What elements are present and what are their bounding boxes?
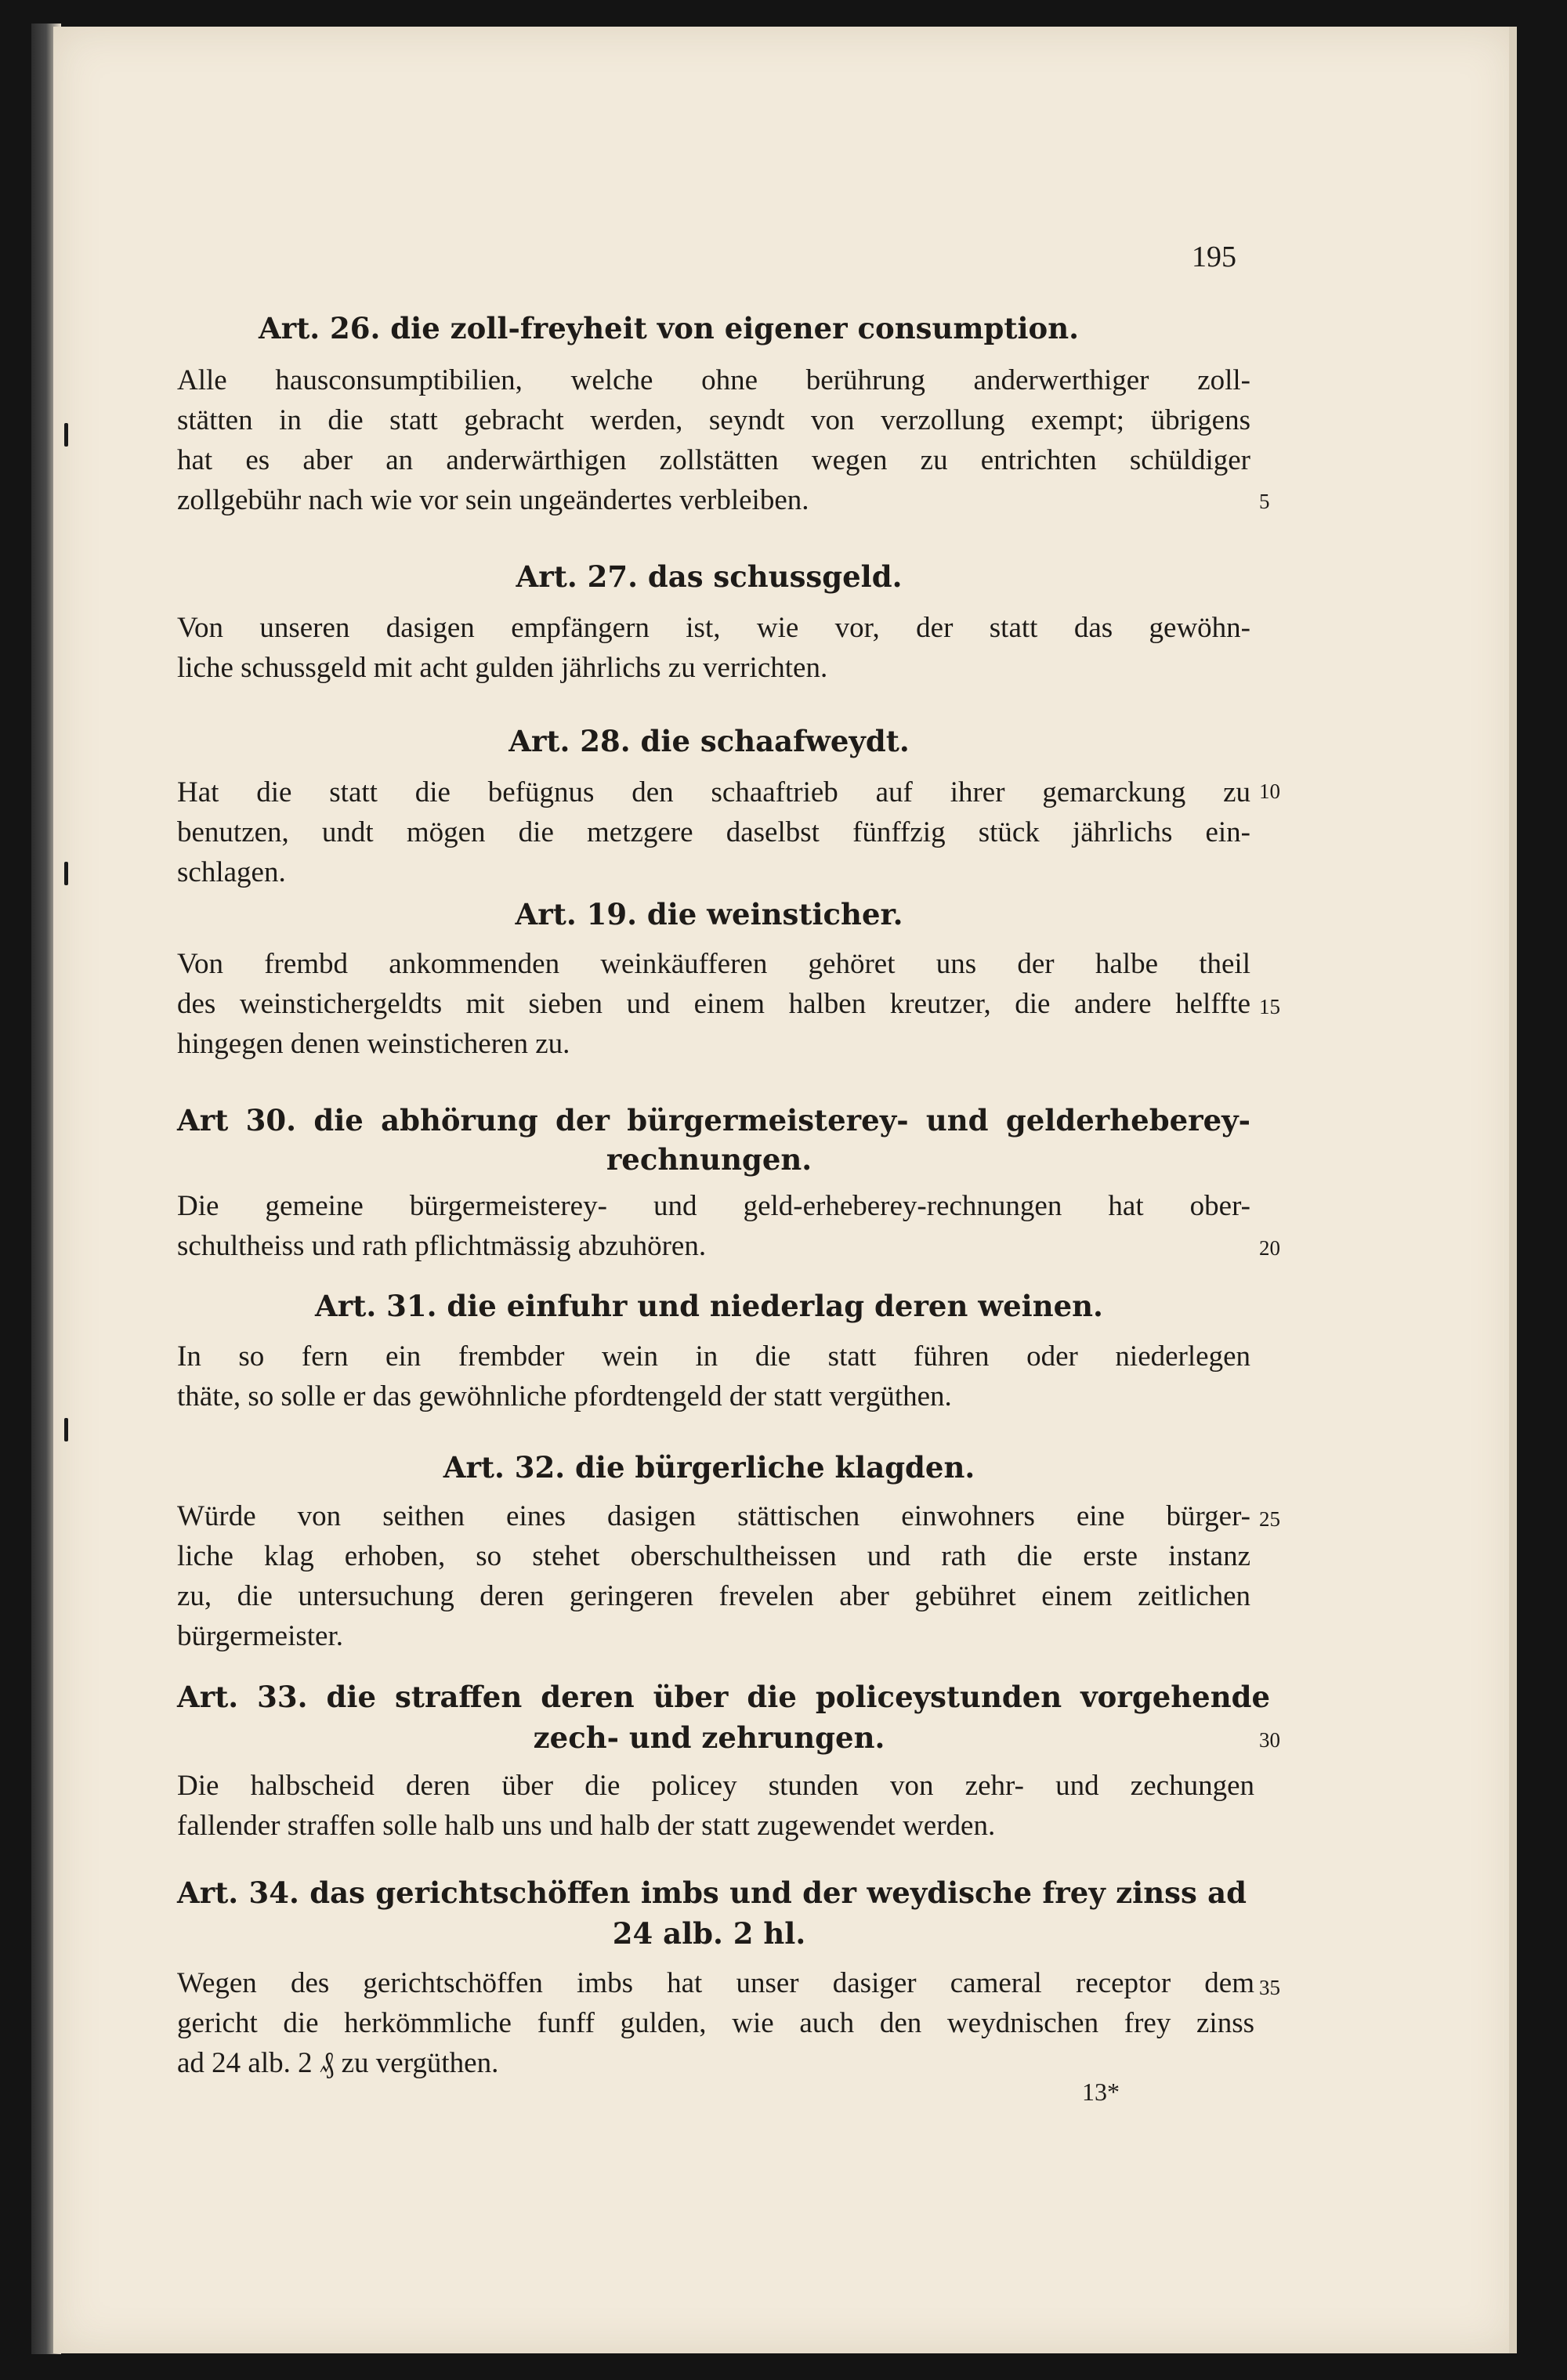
text-line: ad 24 alb. 2 ₰ zu vergüthen. [177,2047,499,2079]
article-26-text [177,360,1250,520]
text-line: Die gemeine bürgermeisterey- und geld-erheberey-rechnungen hat ober- [177,1190,1250,1222]
article-27-heading: Art. 27. das schussgeld. [516,559,903,594]
text-line: fallender straffen solle halb uns und halb der statt zugewendet werden. [177,1810,996,1842]
text-line: Die halbscheid deren über die policey stunden von zehr- und zechungen [177,1770,1254,1802]
article-31-heading: Art. 31. die einfuhr und niederlag deren weinen. [315,1289,1103,1323]
line-number: 10 [1259,779,1280,803]
page-number: 195 [1192,241,1236,273]
text-line: zu, die untersuchung deren geringeren frevelen aber gebühret einem zeitlichen [177,1580,1250,1612]
article-33-heading-cont: zech- und zehrungen. [533,1720,885,1755]
text-line: thäte, so solle er das gewöhnliche pfordtengeld der statt vergüthen. [177,1380,952,1412]
line-number: 20 [1259,1236,1280,1260]
article-33-heading: Art. 33. die straffen deren über die policeystunden vorgehende [177,1680,1270,1714]
signature-mark: 13* [1082,2078,1120,2106]
article-30-text [177,1186,1250,1266]
text-line: des weinstichergeldts mit sieben und einem halben kreutzer, die andere helffte [177,988,1250,1020]
article-30-heading-cont: rechnungen. [606,1142,812,1177]
margin-mark [64,423,68,447]
article-28-text [177,772,1250,892]
article-34-heading: Art. 34. das gerichtschöffen imbs und der weydische frey zinss ad [177,1875,1247,1910]
text-line: benutzen, undt mögen die metzgere daselbst fünffzig stück jährlichs ein- [177,816,1250,848]
article-26-heading: Art. 26. die zoll-freyheit von eigener consumption. [259,311,1079,345]
article-19-heading: Art. 19. die weinsticher. [515,897,903,931]
line-number: 30 [1259,1728,1280,1752]
line-number: 15 [1259,995,1280,1018]
text-line: Hat die statt die befügnus den schaaftrieb auf ihrer gemarckung zu [177,776,1250,808]
line-number: 35 [1259,1976,1280,1999]
text-line: gericht die herkömmliche funff gulden, wie auch den weydnischen frey zinss [177,2007,1254,2039]
article-32-heading: Art. 32. die bürgerliche klagden. [443,1450,975,1485]
article-27-text [177,608,1250,688]
margin-mark [64,862,68,885]
text-line: bürgermeister. [177,1620,344,1652]
text-line: Von unseren dasigen empfängern ist, wie vor, der statt das gewöhn- [177,612,1250,644]
text-line: Von frembd ankommenden weinkäufferen gehöret uns der halbe theil [177,948,1250,980]
article-19-text [177,944,1250,1064]
article-30-heading: Art 30. die abhörung der bürgermeisterey- und gelderheberey- [177,1103,1250,1138]
text-line: schultheiss und rath pflichtmässig abzuhören. [177,1230,707,1262]
line-number: 25 [1259,1507,1280,1531]
text-line: stätten in die statt gebracht werden, seyndt von verzollung exempt; übrigens [177,404,1250,436]
text-line: liche klag erhoben, so stehet oberschultheissen und rath die erste instanz [177,1540,1250,1572]
page-edge [1509,27,1517,2353]
article-32-text [177,1496,1250,1656]
line-number: 5 [1259,490,1270,513]
text-line: Alle hausconsumptibilien, welche ohne berührung anderwerthiger zoll- [177,364,1250,396]
article-34-heading-cont: 24 alb. 2 hl. [612,1916,806,1951]
article-34-text [177,1963,1254,2083]
text-line: hat es aber an anderwärthigen zollstätten wegen zu entrichten schüldiger [177,444,1250,476]
margin-mark [64,1418,68,1441]
article-28-heading: Art. 28. die schaafweydt. [508,724,910,758]
text-line: liche schussgeld mit acht gulden jährlichs zu verrichten. [177,652,828,684]
article-31-text [177,1336,1250,1416]
text-line: schlagen. [177,856,286,888]
text-line: hingegen denen weinsticheren zu. [177,1028,570,1060]
text-line: Wegen des gerichtschöffen imbs hat unser dasiger cameral receptor dem [177,1967,1254,1999]
article-33-text [177,1766,1254,1846]
text-line: Würde von seithen eines dasigen stättischen einwohners eine bürger- [177,1500,1250,1532]
text-line: In so fern ein frembder wein in die statt führen oder niederlegen [177,1340,1250,1373]
text-line: zollgebühr nach wie vor sein ungeändertes verbleiben. [177,484,809,516]
